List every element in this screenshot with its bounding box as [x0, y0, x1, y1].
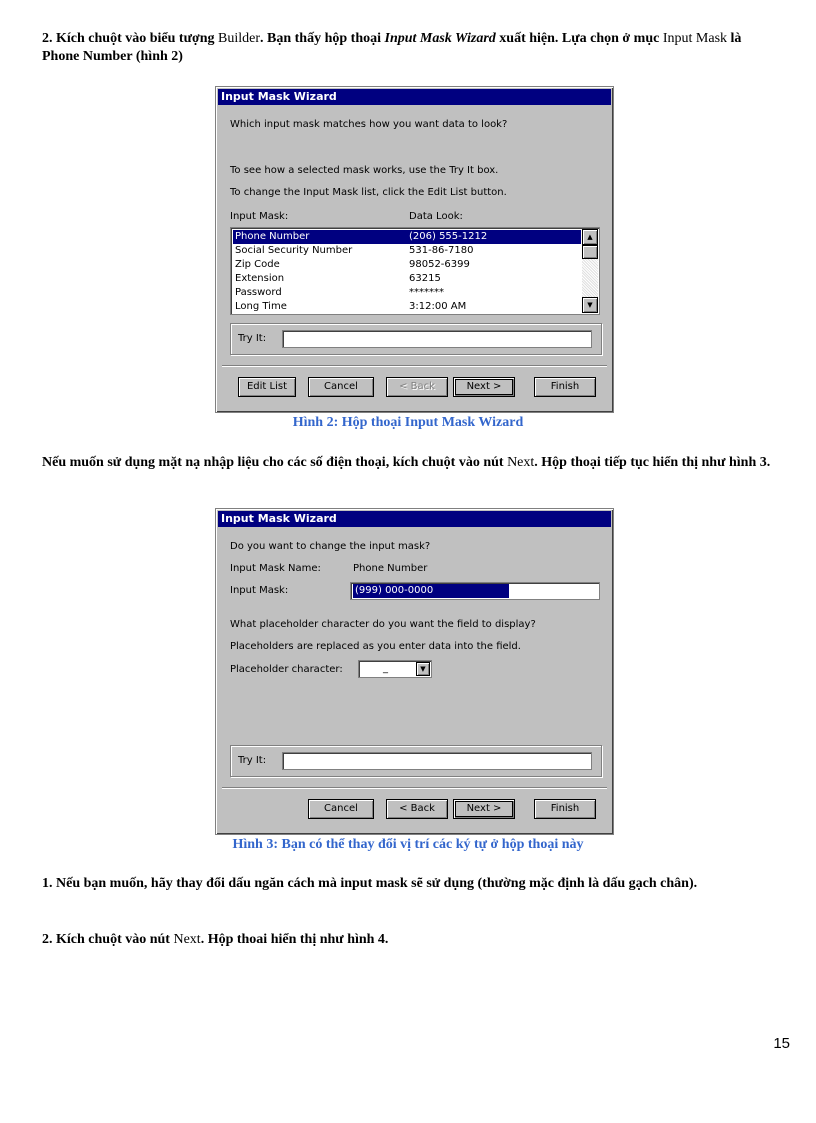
instruction-next — [42, 454, 782, 472]
mask-name: Extension — [235, 273, 285, 284]
data-look: 3:12:00 AM — [409, 301, 467, 312]
button-separator — [222, 787, 607, 789]
text: 2. Kích chuột vào nút — [42, 932, 174, 947]
question-label: Do you want to change the input mask? — [230, 541, 431, 552]
instruction-step-2 — [42, 30, 782, 66]
edit-list-button[interactable]: Edit List — [238, 377, 296, 397]
list-item[interactable] — [233, 272, 581, 286]
text: Builder — [218, 31, 261, 46]
scroll-up-icon[interactable]: ▲ — [582, 229, 598, 245]
back-button[interactable]: < Back — [386, 799, 448, 819]
try-it-input[interactable] — [282, 330, 592, 348]
text: Input Mask — [662, 31, 728, 46]
back-button[interactable]: < Back — [386, 377, 448, 397]
hint-try-it: To see how a selected mask works, use the Try It box. — [230, 165, 499, 176]
list-item[interactable] — [233, 230, 581, 244]
text: Next — [173, 932, 201, 947]
text: là — [727, 31, 742, 46]
mask-name: Phone Number — [235, 231, 310, 242]
chevron-down-icon[interactable]: ▼ — [416, 662, 430, 676]
input-mask-name-value: Phone Number — [353, 563, 428, 574]
input-mask-wizard-dialog-2 — [215, 508, 614, 835]
placeholder-hint: Placeholders are replaced as you enter data into the field. — [230, 641, 521, 652]
list-item[interactable] — [233, 258, 581, 272]
instruction-step-1: 1. Nếu bạn muốn, hãy thay đổi dấu ngăn cách mà input mask sẽ sử dụng (thường mặc định là dấu gạch chân). — [42, 876, 698, 891]
data-look: 63215 — [409, 273, 441, 284]
text: xuất hiện. Lựa chọn ở mục — [495, 31, 663, 46]
scroll-down-icon[interactable]: ▼ — [582, 297, 598, 313]
dialog-title: Input Mask Wizard — [218, 89, 611, 105]
try-it-label: Try It: — [238, 755, 267, 766]
instruction-step-2-next — [42, 931, 782, 949]
next-button[interactable]: Next > — [453, 377, 515, 397]
cancel-button[interactable]: Cancel — [308, 377, 374, 397]
mask-name: Social Security Number — [235, 245, 353, 256]
placeholder-select[interactable] — [358, 660, 432, 678]
text: Nếu muốn sử dụng mặt nạ nhập liệu cho các số điện thoại, kích chuột vào nút — [42, 455, 508, 470]
data-look: (206) 555-1212 — [409, 231, 488, 242]
data-look: ******* — [409, 287, 444, 298]
input-mask-field[interactable] — [350, 582, 600, 600]
figure-caption-2: Hình 2: Hộp thoại Input Mask Wizard — [292, 415, 524, 430]
input-mask-wizard-dialog-1 — [215, 86, 614, 413]
input-mask-name-label: Input Mask Name: — [230, 563, 321, 574]
text: 2. Kích chuột vào biểu tượng — [42, 31, 219, 46]
placeholder-label: Placeholder character: — [230, 664, 343, 675]
hint-edit-list: To change the Input Mask list, click the Edit List button. — [230, 187, 507, 198]
try-it-input[interactable] — [282, 752, 592, 770]
list-item[interactable] — [233, 244, 581, 258]
finish-button[interactable]: Finish — [534, 377, 596, 397]
cancel-button[interactable]: Cancel — [308, 799, 374, 819]
text: . Bạn thấy hộp thoại — [260, 31, 385, 46]
mask-name: Long Time — [235, 301, 287, 312]
list-item[interactable] — [233, 286, 581, 300]
input-mask-value: (999) 000-0000 — [353, 584, 509, 598]
column-input-mask: Input Mask: — [230, 211, 289, 222]
try-it-label: Try It: — [238, 333, 267, 344]
text: . Hộp thoai hiển thị như hình 4. — [200, 932, 389, 947]
placeholder-value: _ — [383, 663, 388, 674]
text: Phone Number (hình 2) — [42, 49, 183, 64]
mask-name: Zip Code — [235, 259, 280, 270]
text: Next — [507, 455, 535, 470]
placeholder-question: What placeholder character do you want the field to display? — [230, 619, 536, 630]
mask-name: Password — [235, 287, 282, 298]
page-number: 15 — [773, 1035, 790, 1052]
vertical-scrollbar[interactable] — [582, 229, 598, 313]
question-label: Which input mask matches how you want data to look? — [230, 119, 508, 130]
input-mask-label: Input Mask: — [230, 585, 289, 596]
dialog-title: Input Mask Wizard — [218, 511, 611, 527]
input-mask-list[interactable] — [230, 227, 600, 315]
figure-caption-3: Hình 3: Bạn có thể thay đổi vị trí các ký tự ở hộp thoại này — [232, 837, 584, 852]
text: Input Mask Wizard — [384, 31, 496, 46]
data-look: 531-86-7180 — [409, 245, 474, 256]
column-data-look: Data Look: — [409, 211, 463, 222]
finish-button[interactable]: Finish — [534, 799, 596, 819]
next-button[interactable]: Next > — [453, 799, 515, 819]
scroll-thumb[interactable] — [582, 245, 598, 259]
list-item[interactable] — [233, 300, 581, 314]
data-look: 98052-6399 — [409, 259, 470, 270]
text: . Hộp thoại tiếp tục hiển thị như hình 3. — [534, 455, 771, 470]
button-separator — [222, 365, 607, 367]
